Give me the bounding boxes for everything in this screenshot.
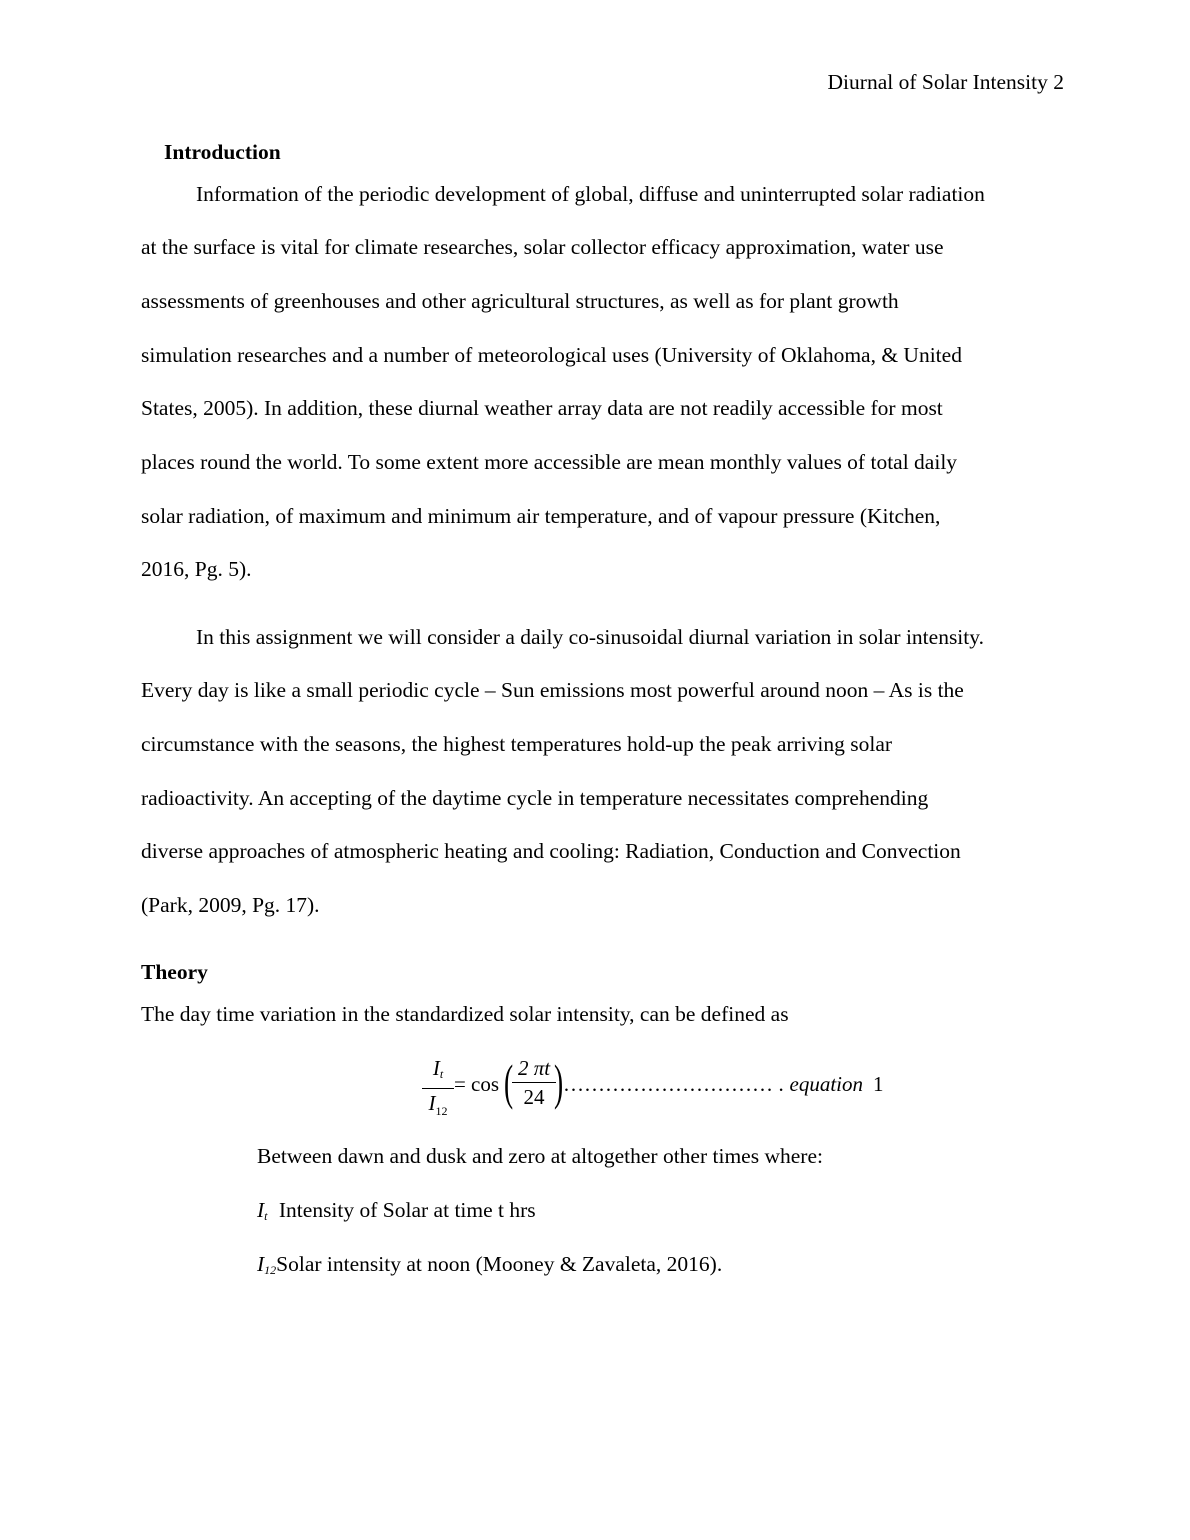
equation-1	[420, 1052, 900, 1118]
running-head: Diurnal of Solar Intensity 2	[827, 70, 1064, 94]
para1-line: Information of the periodic development of global, diffuse and uninterrupted solar radiation	[196, 182, 985, 206]
equals-sign: =	[454, 1072, 466, 1096]
para1-line: simulation researches and a number of meteorological uses (University of Oklahoma, & United	[141, 343, 962, 367]
leader-dots: …………………………	[563, 1072, 773, 1096]
para2-line: diverse approaches of atmospheric heating and cooling: Radiation, Conduction and Convection	[141, 839, 961, 863]
equation-label: . equation	[779, 1072, 863, 1096]
between-line: Between dawn and dusk and zero at altogether other times where:	[257, 1144, 823, 1168]
para2-line: In this assignment we will consider a daily co-sinusoidal diurnal variation in solar intensity.	[196, 625, 984, 649]
para1-line: at the surface is vital for climate researches, solar collector efficacy approximation, water use	[141, 235, 944, 259]
left-paren: (	[504, 1054, 514, 1110]
definition-item: $I_t$ Intensity of Solar at time t hrs	[257, 1198, 536, 1223]
para2-line: (Park, 2009, Pg. 17).	[141, 893, 320, 917]
right-paren: )	[554, 1054, 564, 1110]
cos-function: cos	[471, 1072, 499, 1096]
theory-heading: Theory	[141, 960, 208, 984]
para1-line: 2016, Pg. 5).	[141, 557, 252, 581]
para1-line: places round the world. To some extent more accessible are mean monthly values of total daily	[141, 450, 958, 474]
lhs-fraction: $I_t$ $I_{12}$	[422, 1056, 454, 1123]
para1-line: solar radiation, of maximum and minimum air temperature, and of vapour pressure (Kitchen,	[141, 504, 941, 528]
para1-line: States, 2005). In addition, these diurnal weather array data are not readily accessible for most	[141, 396, 943, 420]
theory-intro-line: The day time variation in the standardized solar intensity, can be defined as	[141, 1002, 789, 1026]
introduction-heading: Introduction	[164, 140, 281, 164]
argument-fraction: 2 πt 24	[512, 1056, 556, 1109]
para1-line: assessments of greenhouses and other agricultural structures, as well as for plant growth	[141, 289, 899, 313]
equation-number: 1	[873, 1072, 884, 1096]
para2-line: radioactivity. An accepting of the daytime cycle in temperature necessitates comprehending	[141, 786, 929, 810]
definition-item: $I_{12}Solar$ intensity at noon (Mooney & Zavaleta, 2016).	[257, 1252, 723, 1277]
para2-line: circumstance with the seasons, the highest temperatures hold-up the peak arriving solar	[141, 732, 893, 756]
para2-line: Every day is like a small periodic cycle – Sun emissions most powerful around noon – As is the	[141, 678, 964, 702]
